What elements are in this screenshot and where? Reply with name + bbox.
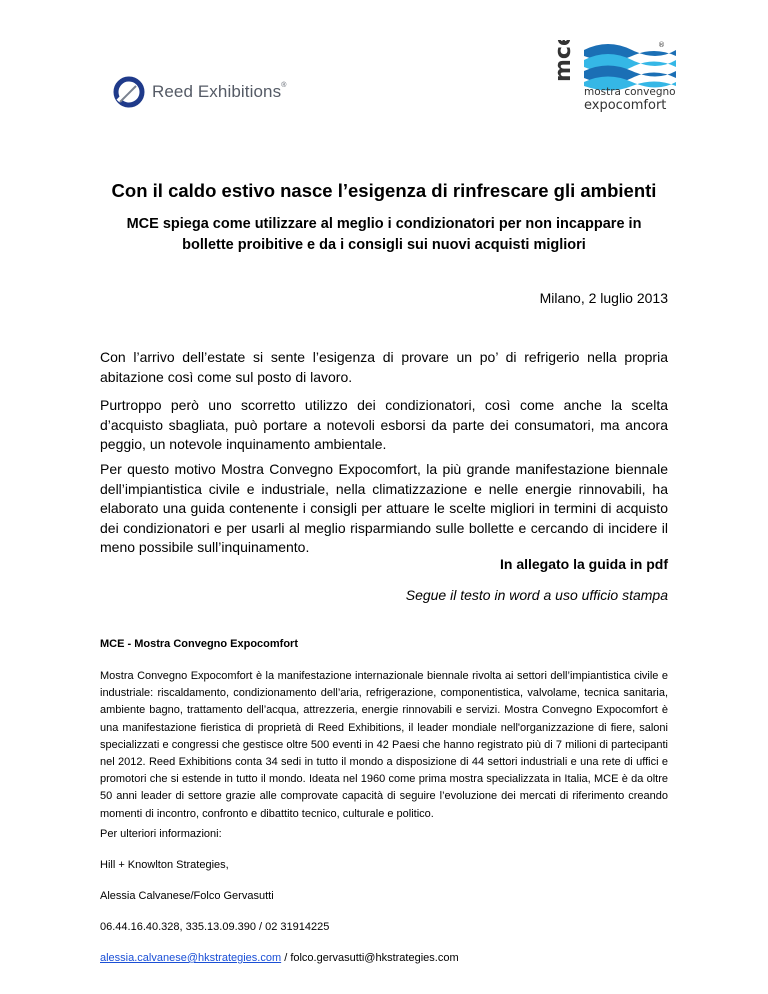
dateline: Milano, 2 luglio 2013: [539, 290, 668, 306]
document-subtitle: MCE spiega come utilizzare al meglio i condizionatori per non incappare in bollette proibitive e da i consigli sui nuovi acquisti migliori: [126, 216, 642, 253]
email-link-calvanese[interactable]: alessia.calvanese@hkstrategies.com: [100, 952, 282, 964]
contacts-names: Alessia Calvanese/Folco Gervasutti: [100, 890, 274, 902]
mce-reg-mark: ®: [658, 41, 665, 49]
email-separator: /: [281, 952, 291, 964]
document-title: Con il caldo estivo nasce l’esigenza di rinfrescare gli ambienti: [111, 180, 657, 201]
contacts-agency: Hill + Knowlton Strategies,: [100, 859, 229, 871]
mce-logo-line1: mostra convegno: [584, 86, 676, 98]
about-text: Mostra Convegno Expocomfort è la manifestazione internazionale biennale rivolta ai settori dell’impiantistica civile e industriale: riscaldamento, condizionamento dell’aria, refrigerazione, componentistica, valvolame, tecnica sanitaria, ambiente bagno, trattamento dell’acqua, attrezzeria, energie rinnovabili e servizi. Mostra Convegno Expocomfort è una manifestazione fieristica di proprietà di Reed Exhibitions, il leader mondiale nell'organizzazione di fiere, saloni specializzati e congressi che gestisce oltre 500 eventi in 42 Paesi che hanno registrato più di 7 milioni di partecipanti nel 2012. Reed Exhibitions conta 34 sedi in tutto il mondo a disposizione di 44 settori industriali e una rete di uffici e promotori che si estende in tutto il mondo. Ideata nel 1960 come prima mostra specializzata in Italia, MCE è da oltre 50 anni leader di settore grazie alle comprovate capacità di seguire l’evoluzione dei mercati di riferimento creando momenti di incontro, confronto e dibattito tecnico, culturale e politico.: [100, 670, 668, 820]
contacts-phones: 06.44.16.40.328, 335.13.09.390 / 02 31914225: [100, 921, 330, 933]
reed-exhibitions-logo: [112, 74, 312, 110]
about-title: MCE - Mostra Convegno Expocomfort: [100, 638, 299, 650]
attachment-note: In allegato la guida in pdf: [499, 556, 668, 572]
body-paragraph-2: Purtroppo però uno scorretto utilizzo dei condizionatori, così come anche la scelta d’acquisto sbagliata, può portare a notevoli esborsi da parte dei consumatori, ma ancora peggio, un notevole inquinamento ambientale.: [100, 397, 668, 452]
mce-logo-line2: expocomfort: [584, 98, 667, 113]
contacts-emails: [100, 952, 459, 964]
email-gervasutti: folco.gervasutti@hkstrategies.com: [290, 952, 459, 964]
reed-logo-text: Reed Exhibitions®: [152, 82, 287, 101]
body-paragraph-3: Per questo motivo Mostra Convegno Expocomfort, la più grande manifestazione biennale dell’impiantistica civile e industriale, nella climatizzazione e nelle energie rinnovabili, ha elaborato una guida contenente i consigli per attuare le scelte migliori in termini di acquisto dei condizionatori e per usarli al meglio risparmiando sulle bollette e cercando di incidere il meno possibile sull’inquinamento.: [100, 461, 668, 555]
body-paragraph-1: Con l’arrivo dell’estate si sente l’esigenza di provare un po’ di refrigerio nella propria abitazione così come sul posto di lavoro.: [100, 349, 668, 385]
mce-logo-text: mce: [551, 40, 576, 82]
reed-swirl-icon: [112, 74, 148, 110]
word-note: Segue il testo in word a uso ufficio stampa: [405, 587, 668, 603]
contacts-intro: Per ulteriori informazioni:: [100, 828, 222, 840]
